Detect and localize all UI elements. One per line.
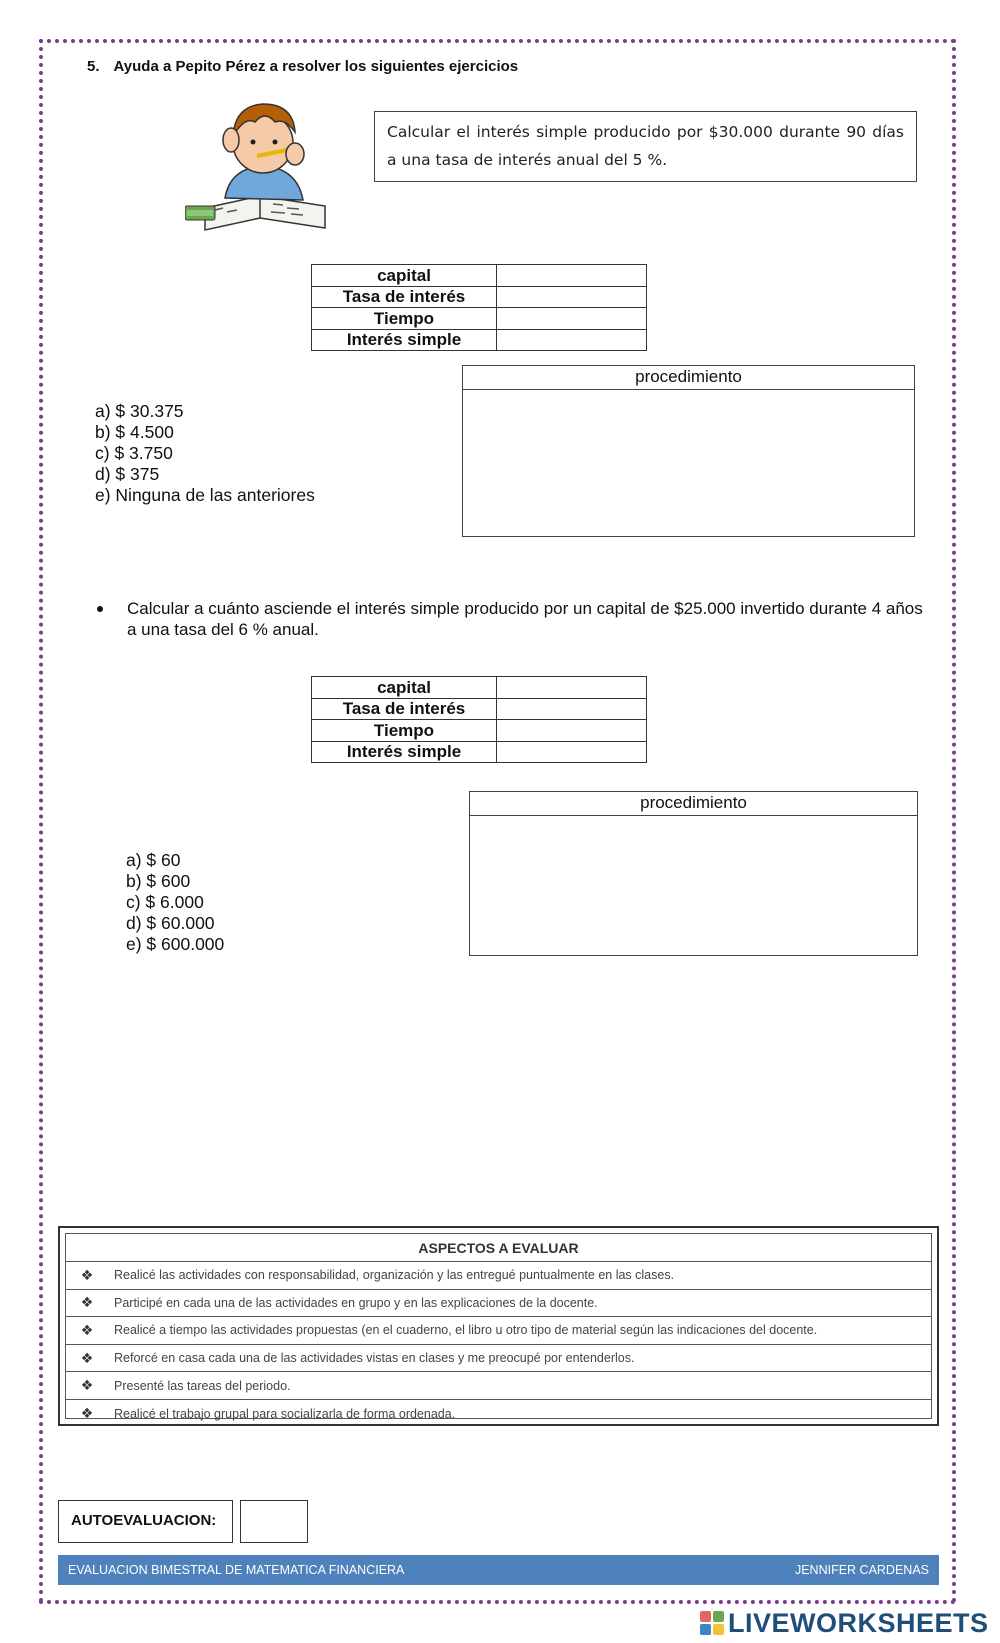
bullet-icon — [97, 606, 103, 612]
table-row — [312, 329, 647, 351]
row-label: capital — [312, 677, 497, 699]
procedure-label: procedimiento — [470, 792, 917, 816]
row-label: Tiempo — [312, 308, 497, 330]
row-label: Tasa de interés — [312, 698, 497, 720]
option-c[interactable]: c) $ 6.000 — [126, 892, 204, 912]
logo-blocks-icon — [700, 1611, 724, 1635]
row-label: capital — [312, 265, 497, 287]
self-evaluation-label: AUTOEVALUACION: — [58, 1500, 233, 1543]
problem-2-data-table — [311, 676, 647, 763]
procedure-label: procedimiento — [463, 366, 914, 390]
option-a[interactable]: a) $ 30.375 — [95, 401, 184, 421]
table-row — [312, 741, 647, 763]
problem-1-data-table — [311, 264, 647, 351]
diamond-bullet-icon: ❖ — [80, 1321, 94, 1338]
diamond-bullet-icon: ❖ — [80, 1377, 94, 1394]
evaluation-item — [66, 1317, 931, 1345]
evaluation-item — [66, 1372, 931, 1400]
answer-cell[interactable] — [497, 329, 647, 351]
evaluation-text: Presenté las tareas del periodo. — [114, 1378, 291, 1393]
diamond-bullet-icon: ❖ — [80, 1294, 94, 1311]
diamond-bullet-icon: ❖ — [80, 1405, 94, 1422]
row-label: Tasa de interés — [312, 286, 497, 308]
exercise-number: 5. — [87, 58, 100, 75]
option-e[interactable]: e) Ninguna de las anteriores — [95, 485, 315, 505]
option-c[interactable]: c) $ 3.750 — [95, 443, 173, 463]
table-row — [312, 286, 647, 308]
table-row — [312, 677, 647, 699]
answer-cell[interactable] — [497, 677, 647, 699]
option-d[interactable]: d) $ 60.000 — [126, 913, 215, 933]
table-row — [312, 308, 647, 330]
answer-cell[interactable] — [497, 698, 647, 720]
footer-author: JENNIFER CARDENAS — [794, 1563, 929, 1577]
evaluation-heading: ASPECTOS A EVALUAR — [66, 1234, 931, 1262]
option-b[interactable]: b) $ 4.500 — [95, 422, 174, 442]
answer-cell[interactable] — [497, 286, 647, 308]
evaluation-item — [66, 1400, 931, 1428]
exercise-heading: Ayuda a Pepito Pérez a resolver los siguientes ejercicios — [113, 58, 519, 75]
self-evaluation-input[interactable] — [240, 1500, 308, 1543]
option-d[interactable]: d) $ 375 — [95, 464, 160, 484]
evaluation-item — [66, 1345, 931, 1373]
answer-cell[interactable] — [497, 741, 647, 763]
problem-1-options — [95, 401, 315, 506]
student-illustration — [185, 88, 340, 238]
problem-2-procedure-box[interactable] — [469, 791, 918, 956]
evaluation-text: Participé en cada una de las actividades en grupo y en las explicaciones de la docente. — [114, 1295, 598, 1310]
evaluation-item — [66, 1262, 931, 1290]
evaluation-text: Reforcé en casa cada una de las actividades vistas en clases y me preocupé por entenderlos. — [114, 1351, 635, 1366]
problem-2-statement — [95, 598, 930, 640]
table-row — [312, 265, 647, 287]
answer-cell[interactable] — [497, 265, 647, 287]
table-row — [312, 720, 647, 742]
evaluation-text: Realicé el trabajo grupal para socializarla de forma ordenada. — [114, 1406, 456, 1421]
option-b[interactable]: b) $ 600 — [126, 871, 191, 891]
answer-cell[interactable] — [497, 720, 647, 742]
footer-course: EVALUACION BIMESTRAL DE MATEMATICA FINANCIERA — [68, 1563, 405, 1577]
diamond-bullet-icon: ❖ — [80, 1266, 94, 1283]
footer-bar — [58, 1555, 939, 1585]
exercise-title — [87, 58, 518, 75]
brand-name: LIVEWORKSHEETS — [728, 1607, 989, 1638]
evaluation-table — [58, 1226, 939, 1426]
row-label: Tiempo — [312, 720, 497, 742]
problem-2-text: Calcular a cuánto asciende el interés simple producido por un capital de $25.000 invertido durante 4 años a una tasa del 6 % anual. — [127, 599, 923, 639]
problem-2-options — [126, 850, 224, 955]
evaluation-item — [66, 1290, 931, 1318]
problem-1-procedure-box[interactable] — [462, 365, 915, 537]
row-label: Interés simple — [312, 329, 497, 351]
diamond-bullet-icon: ❖ — [80, 1349, 94, 1366]
table-row — [312, 698, 647, 720]
option-e[interactable]: e) $ 600.000 — [126, 934, 225, 954]
evaluation-text: Realicé las actividades con responsabilidad, organización y las entregué puntualmente en las clases. — [114, 1268, 675, 1283]
problem-1-statement: Calcular el interés simple producido por $30.000 durante 90 días a una tasa de interés anual del 5 %. — [374, 111, 917, 182]
answer-cell[interactable] — [497, 308, 647, 330]
row-label: Interés simple — [312, 741, 497, 763]
option-a[interactable]: a) $ 60 — [126, 850, 181, 870]
liveworksheets-logo — [700, 1608, 989, 1638]
evaluation-text: Realicé a tiempo las actividades propuestas (en el cuaderno, el libro u otro tipo de material según las indicaciones del docente. — [114, 1323, 818, 1338]
